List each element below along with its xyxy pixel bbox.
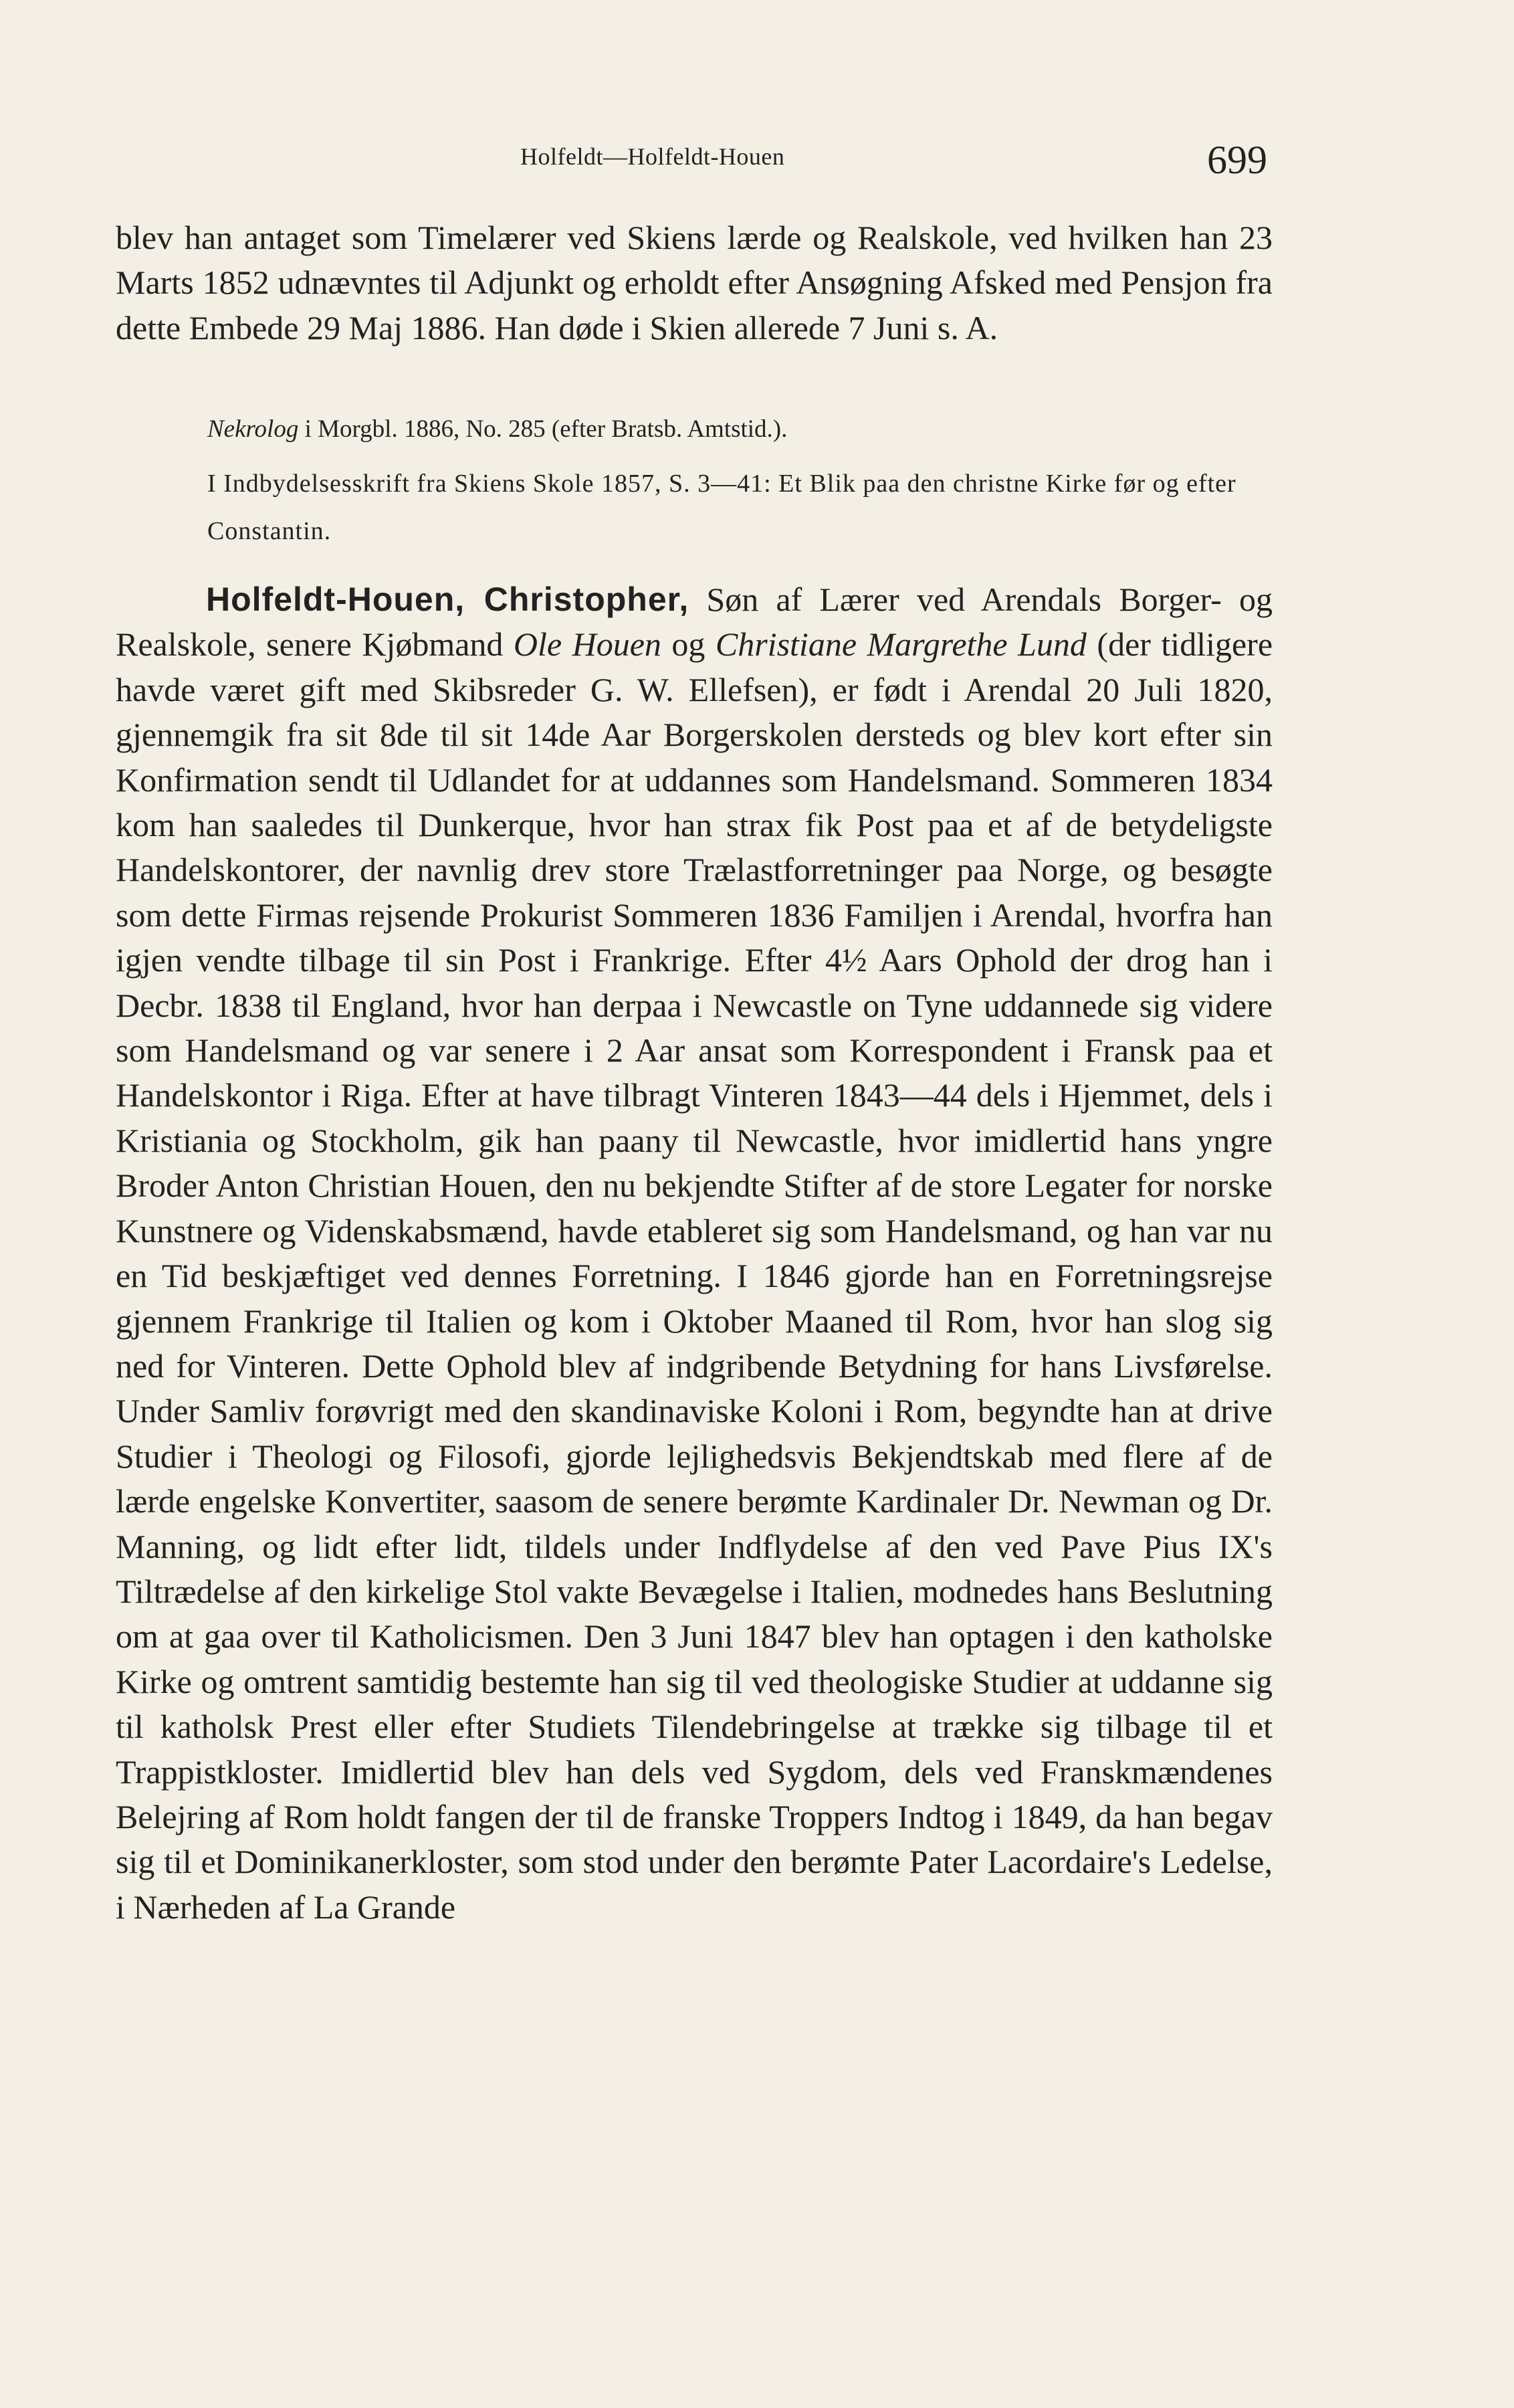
reference-text: i Morgbl. 1886, No. 285 (efter Bratsb. Amtstid.). — [298, 415, 788, 443]
page-number: 699 — [1207, 138, 1267, 182]
page-header — [0, 137, 1514, 182]
entry-body: (der tidligere havde været gift med Skibsreder G. W. Ellefsen), er født i Arendal 20 Juli 1820, gjennemgik fra sit 8de til sit 14de Aar Borgerskolen dersteds og blev kort efter sin Konfirmation sendt til Udlandet for at uddannes som Handelsmand. Sommeren 1834 kom han saaledes til Dunkerque, hvor han strax fik Post paa et af de betydeligste Handelskontorer, der navnlig drev store Trælastforretninger paa Norge, og besøgte som dette Firmas rejsende Prokurist Sommeren 1836 Familjen i Arendal, hvorfra han igjen vendte tilbage til sin Post i Frankrige. Efter 4½ Aars Ophold der drog han i Decbr. 1838 til England, hvor han derpaa i Newcastle on Tyne uddannede sig videre som Handelsmand og var senere i 2 Aar ansat som Korrespondent i Fransk paa et Handelskontor i Riga. Efter at have tilbragt Vinteren 1843—44 dels i Hjemmet, dels i Kristiania og Stockholm, gik han paany til Newcastle, hvor imidlertid hans yngre Broder Anton Christian Houen, den nu bekjendte Stifter af de store Legater for norske Kunstnere og Videnskabsmænd, havde etableret sig som Handelsmand, og han var nu en Tid beskjæftiget ved dennes Forretning. I 1846 gjorde han en Forretningsrejse gjennem Frankrige til Italien og kom i Oktober Maaned til Rom, hvor han slog sig ned for Vinteren. Dette Ophold blev af indgribende Betydning for hans Livsførelse. Under Samliv forøvrigt med den skandinaviske Koloni i Rom, begyndte han at drive Studier i Theologi og Filosofi, gjorde lejlighedsvis Bekjendtskab med flere af de lærde engelske Konvertiter, saasom de senere berømte Kardinaler Dr. Newman og Dr. Manning, og lidt efter lidt, tildels under Indflydelse af den ved Pave Pius IX's Tiltrædelse af den kirkelige Stol vakte Bevægelse i Italien, modnedes hans Beslutning om at gaa over til Katholicismen. Den 3 Juni 1847 blev han optagen i den katholske Kirke og omtrent samtidig bestemte han sig til ved theologiske Studier at uddanne sig til katholsk Prest eller efter Studiets Tilendebringelse at trække sig tilbage til et Trappistkloster. Imidlertid blev han dels ved Sygdom, dels ved Franskmændenes Belejring af Rom holdt fangen der til de franske Troppers Indtog i 1849, da han begav sig til et Dominikanerkloster, som stod under den berømte Pater Lacordaire's Ledelse, i Nærheden af La Grande — [116, 625, 1273, 1926]
entry-conjunction: og — [661, 625, 716, 664]
entry-mother-name: Christiane Margrethe Lund — [715, 625, 1087, 664]
entry-name: Holfeldt-Houen, Christopher, — [206, 581, 689, 618]
running-head: Holfeldt—Holfeldt-Houen — [520, 143, 785, 170]
reference-italic-title: Nekrolog — [207, 415, 299, 443]
reference-invitation-text: I Indbydelsesskrift fra Skiens Skole 1857, S. 3—41: Et Blik paa den christne Kirke før og efter Constantin. — [207, 470, 1236, 545]
entry-father-name: Ole Houen — [513, 625, 661, 664]
biography-entry — [116, 577, 1273, 1930]
reference-obituary — [207, 409, 1273, 449]
paragraph-continuation: blev han antaget som Timelærer ved Skiens lærde og Realskole, ved hvilken han 23 Marts 1852 udnævntes til Adjunkt og erholdt efter Ansøgning Afsked med Pensjon fra dette Embede 29 Maj 1886. Han døde i Skien allerede 7 Juni s. A. — [116, 219, 1273, 346]
entry-intro: Søn af Lærer ved Arendals Borger- og Realskole, senere Kjøbmand — [116, 581, 1273, 664]
